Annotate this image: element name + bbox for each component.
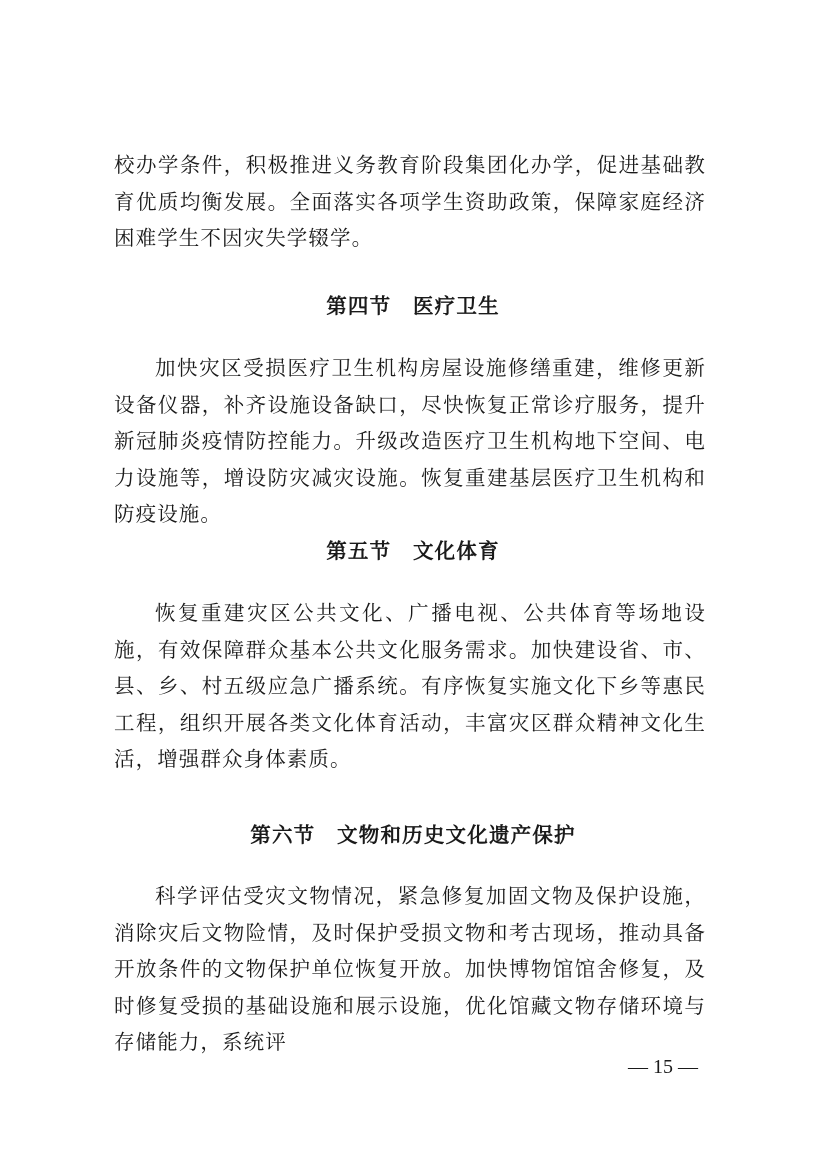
- section-heading-medical: 第四节 医疗卫生: [326, 294, 500, 318]
- paragraph-education-continued: 校办学条件，积极推进义务教育阶段集团化办学，促进基础教育优质均衡发展。全面落实各项学生资助政策，保障家庭经济困难学生不因灾失学辍学。: [114, 153, 706, 250]
- paragraph-culture-sports: 恢复重建灾区公共文化、广播电视、公共体育等场地设施，有效保障群众基本公共文化服务需求。加快建设省、市、县、乡、村五级应急广播系统。有序恢复实施文化下乡等惠民工程，组织开展各类文化体育活动，丰富灾区群众精神文化生活，增强群众身体素质。: [114, 601, 706, 771]
- page-number: — 15 —: [628, 1056, 698, 1078]
- paragraph-heritage: 科学评估受灾文物情况，紧急修复加固文物及保护设施，消除灾后文物险情，及时保护受损文物和考古现场，推动具备开放条件的文物保护单位恢复开放。加快博物馆馆舍修复，及时修复受损的基础设施和展示设施，优化馆藏文物存储环境与存储能力，系统评: [114, 884, 706, 1054]
- section-heading-heritage: 第六节 文物和历史文化遗产保护: [250, 823, 576, 847]
- paragraph-medical: 加快灾区受损医疗卫生机构房屋设施修缮重建，维修更新设备仪器，补齐设施设备缺口，尽快恢复正常诊疗服务，提升新冠肺炎疫情防控能力。升级改造医疗卫生机构地下空间、电力设施等，增设防灾减灾设施。恢复重建基层医疗卫生机构和防疫设施。: [114, 356, 706, 526]
- section-heading-culture-sports: 第五节 文化体育: [326, 539, 500, 563]
